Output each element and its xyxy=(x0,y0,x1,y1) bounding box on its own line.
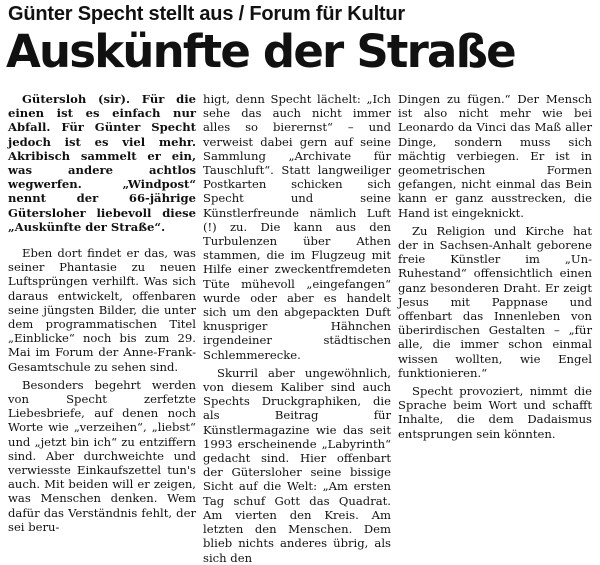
text-column-1 xyxy=(8,92,196,534)
text-column-3 xyxy=(398,92,592,441)
paragraph-1: Eben dort findet er das, was seiner Phantasie zu neuen Luftsprüngen verhilft. Was sich daraus entwickelt, offenbaren seine jüngsten Bilder, die unter dem programmatischen Titel „Einblicke“ noch bis zum 29. Mai im Forum der Anne-Frank-Gesamtschule zu sehen sind. xyxy=(8,246,196,374)
article-lead: Gütersloh (sir). Für die einen ist es einfach nur Abfall. Für Günter Specht jedoch ist es viel mehr. Akribisch sammelt er ein, was andere achtlos wegwerfen. „Windpost“ nennt der 66-jährige Gütersloher liebevoll diese „Auskünfte der Straße“. xyxy=(8,92,196,234)
article-kicker: Günter Specht stellt aus / Forum für Kultur xyxy=(8,3,405,25)
article-headline: Auskünfte der Straße xyxy=(6,25,515,78)
paragraph-5: Specht provoziert, nimmt die Sprache beim Wort und schafft Inhalte, die dem Dadaismus entsprungen sein könnten. xyxy=(398,384,592,441)
paragraph-2-end: higt, denn Specht lächelt: „Ich sehe das auch nicht immer alles so bierernst“ – und verweist dabei gern auf seine Sammlung „Archivate für Tauschluft“. Statt langweiliger Postkarten schicken sich Specht und seine Künstlerfreunde nämlich Luft (!) zu. Die kann aus den Turbulenzen über Athen stammen, die im Flugzeug mit Hilfe einer zweckentfremdeten Tüte mühevoll „eingefangen“ wurde oder aber es handelt sich um den abgepackten Duft knuspriger Hähnchen irgendeiner städtischen Schlemmerecke. xyxy=(203,92,391,362)
paragraph-3-start: Skurril aber ungewöhnlich, von diesem Kaliber sind auch Spechts Druckgraphiken, die als Beitrag für Künstlermagazine wie das seit 1993 erscheinende „Labyrinth“ gedacht sind. Hier offenbart der Gütersloher seine bissige Sicht auf die Welt: „Am ersten Tag schuf Gott das Quadrat. Am vierten den Kreis. Am letzten den Menschen. Dem blieb nichts anderes übrig, als sich den xyxy=(203,365,391,565)
text-column-2 xyxy=(203,92,391,565)
paragraph-4: Zu Religion und Kirche hat der in Sachsen-Anhalt geborene freie Künstler im „Un-Ruhestand“ offensichtlich einen ganz besonderen Draht. Er zeigt Jesus mit Pappnase und offenbart das Innenleben von überirdischen Gestalten – „für alle, die immer schon einmal wissen wollten, wie Engel funktionieren.“ xyxy=(398,223,592,380)
paragraph-3-end: Dingen zu fügen.“ Der Mensch ist also nicht mehr wie bei Leonardo da Vinci das Maß aller Dinge, sondern muss sich mächtig verbiegen. Er ist in geometrischen Formen gefangen, nicht einmal das Bein kann er ganz ausstrecken, die Hand ist eingeknickt. xyxy=(398,92,592,220)
paragraph-2-start: Besonders begehrt werden von Specht zerfetzte Liebesbriefe, auf denen noch Worte wie „verzeihen“, „liebst“ und „jetzt bin ich“ zu entziffern sind. Aber durchweichte und verwiesste Einkaufszettel tun's auch. Mit beiden will er zeigen, was Menschen denken. Wem dafür das Verständnis fehlt, der sei beru- xyxy=(8,377,196,534)
